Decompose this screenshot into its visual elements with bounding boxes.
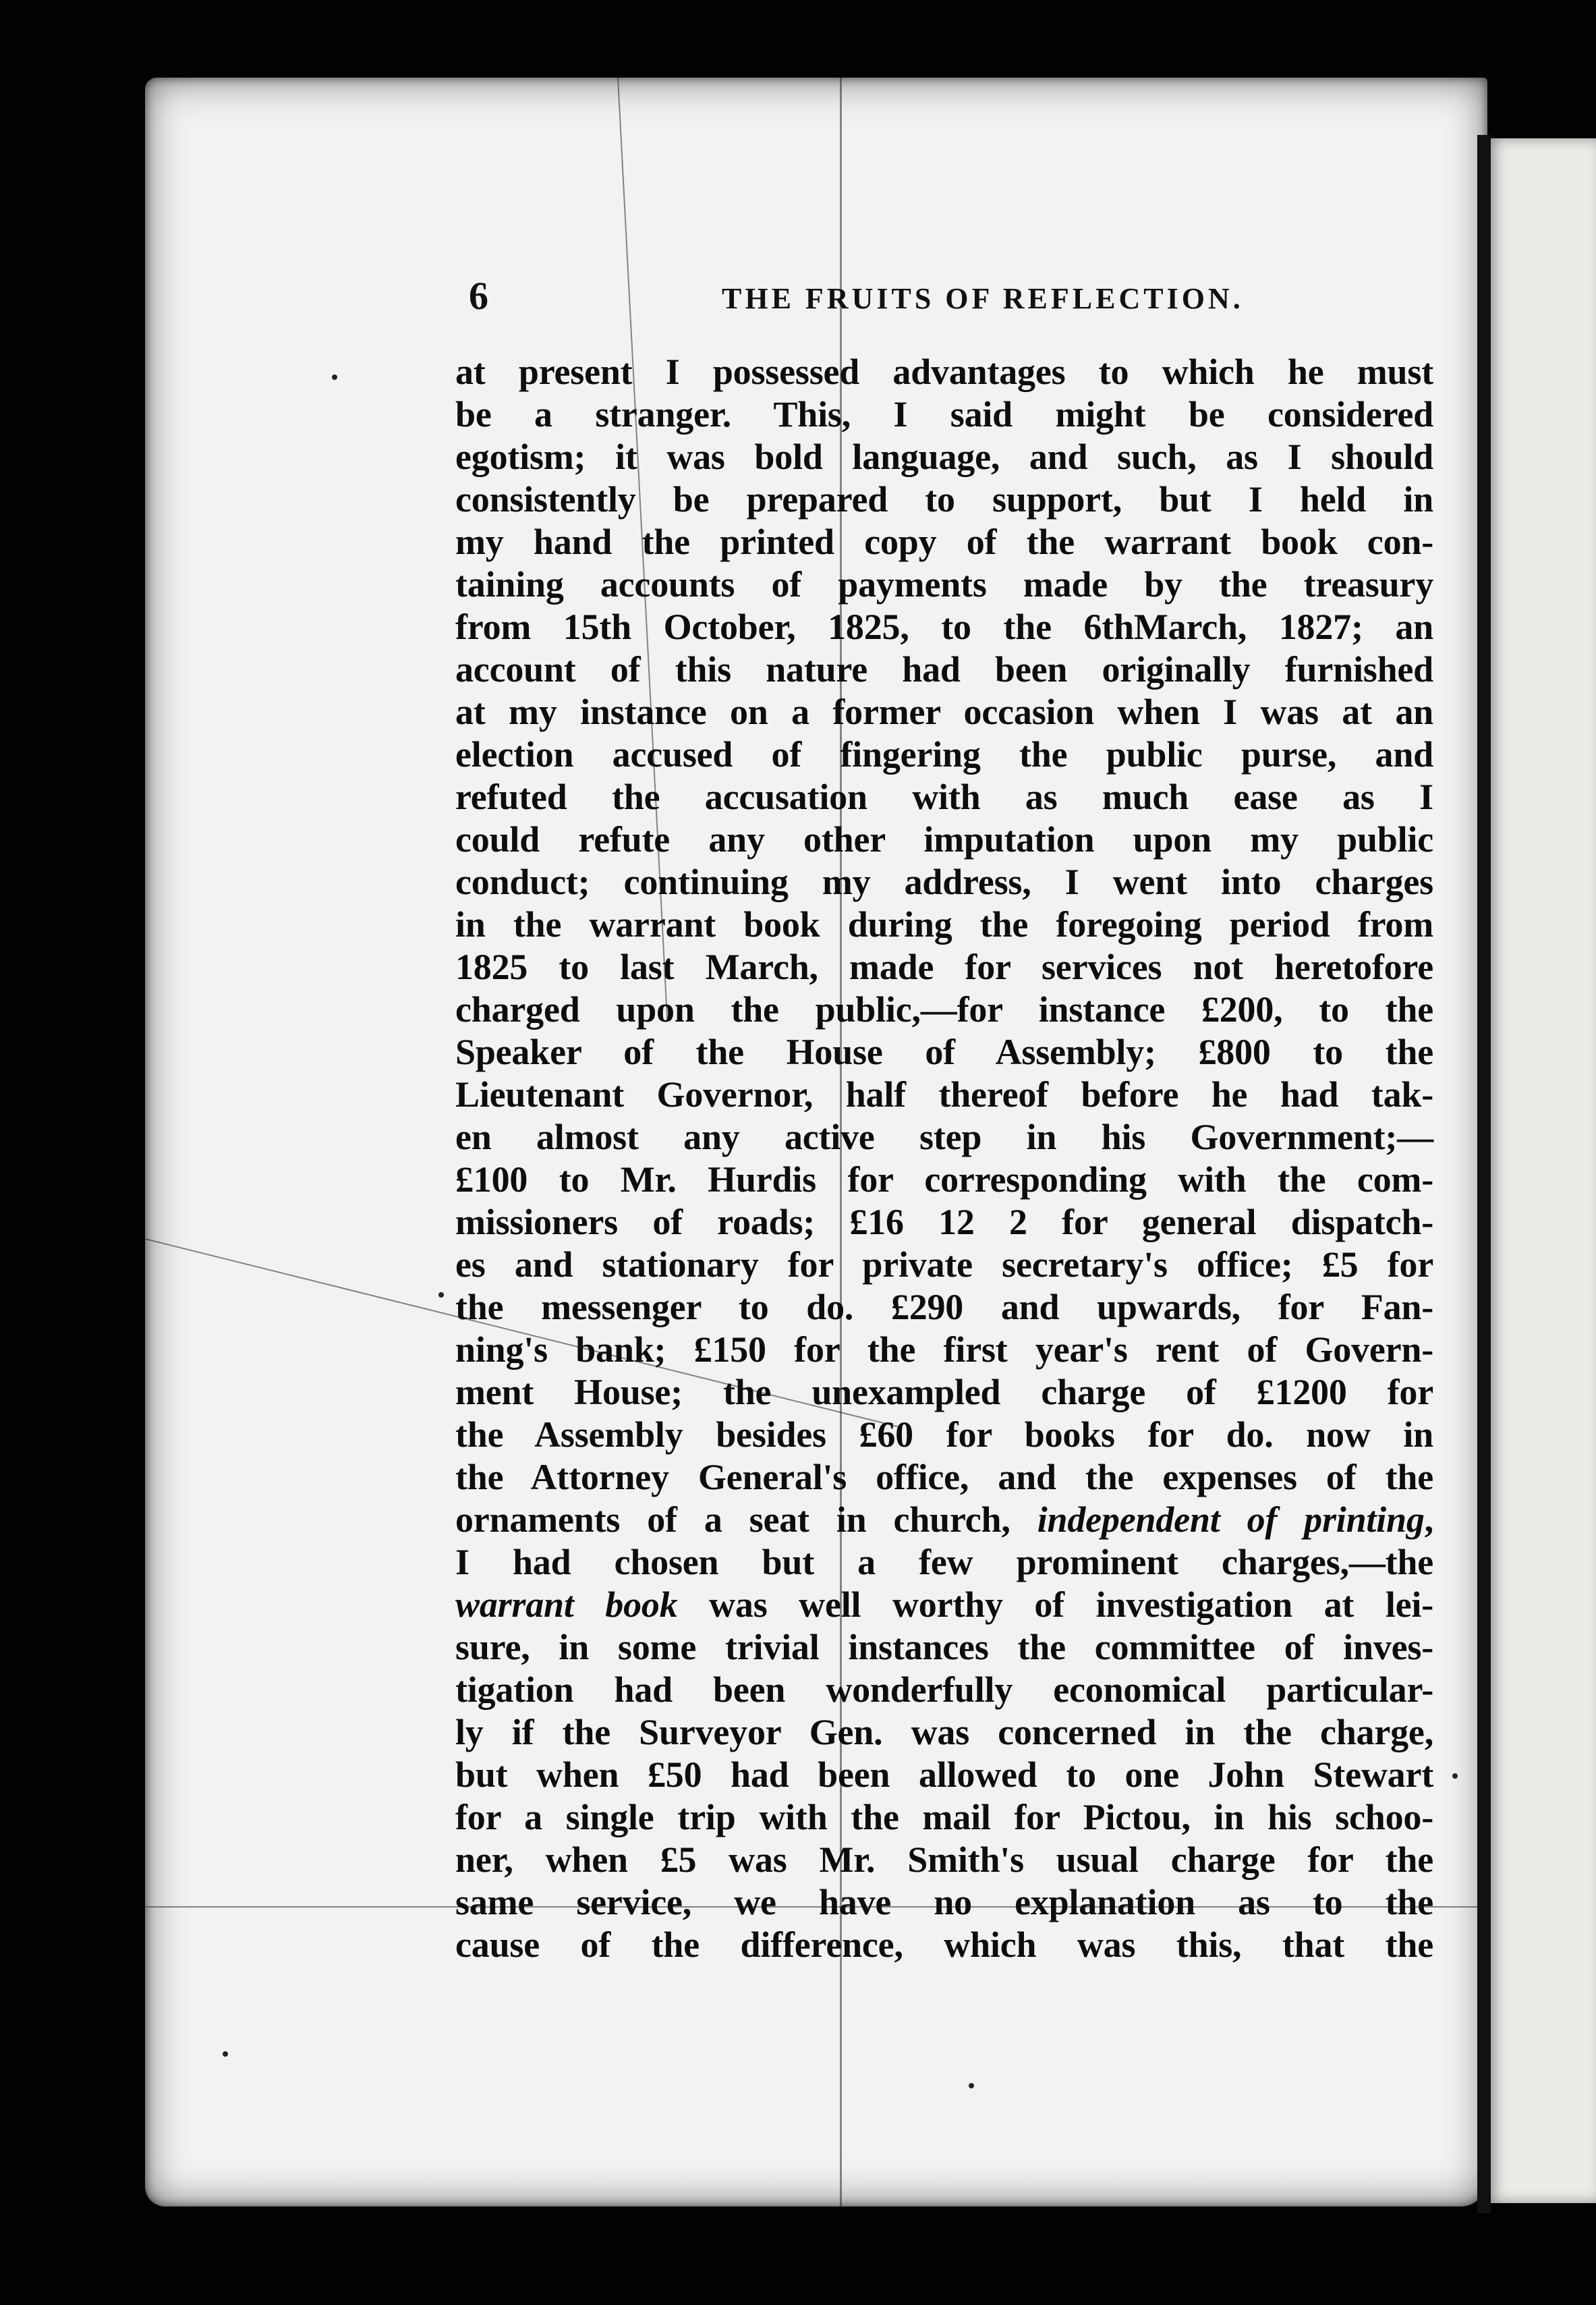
text-line: es and stationary for private secretary's office; £5 for bbox=[455, 1244, 1433, 1285]
text-line: warrant book was well worthy of investigation at lei- bbox=[455, 1584, 1433, 1625]
text-line: the Attorney General's office, and the expenses of the bbox=[455, 1457, 1433, 1497]
text-line: refuted the accusation with as much ease as I bbox=[455, 777, 1433, 817]
text-line: cause of the difference, which was this, that the bbox=[455, 1924, 1433, 1965]
text-line: sure, in some trivial instances the committee of inves- bbox=[455, 1627, 1433, 1667]
text-line: ning's bank; £150 for the first year's rent of Govern- bbox=[455, 1329, 1433, 1370]
text-line: taining accounts of payments made by the treasury bbox=[455, 564, 1433, 605]
text-line: election accused of fingering the public purse, and bbox=[455, 734, 1433, 775]
text-line: ner, when £5 was Mr. Smith's usual charge for the bbox=[455, 1839, 1433, 1880]
text-line: Lieutenant Governor, half thereof before he had tak- bbox=[455, 1074, 1433, 1115]
ink-speck bbox=[969, 2083, 974, 2088]
text-line: but when £50 had been allowed to one John Stewart bbox=[455, 1754, 1433, 1795]
text-line: the messenger to do. £290 and upwards, for Fan- bbox=[455, 1287, 1433, 1327]
ink-speck bbox=[438, 1292, 444, 1298]
body-text bbox=[455, 351, 1433, 1966]
facing-page-edge bbox=[1487, 138, 1596, 2203]
text-line: en almost any active step in his Government;— bbox=[455, 1117, 1433, 1157]
text-line: for a single trip with the mail for Pictou, in his schoo- bbox=[455, 1797, 1433, 1837]
ink-speck bbox=[332, 374, 337, 380]
ink-speck bbox=[1452, 1773, 1458, 1779]
text-line: ment House; the unexampled charge of £1200 for bbox=[455, 1372, 1433, 1412]
text-line: consistently be prepared to support, but I held in bbox=[455, 479, 1433, 520]
text-line: could refute any other imputation upon my public bbox=[455, 819, 1433, 860]
text-line: my hand the printed copy of the warrant book con- bbox=[455, 522, 1433, 562]
text-line: I had chosen but a few prominent charges,—the bbox=[455, 1542, 1433, 1582]
text-line: ly if the Surveyor Gen. was concerned in the charge, bbox=[455, 1712, 1433, 1752]
text-line: account of this nature had been originally furnished bbox=[455, 649, 1433, 690]
text-line: £100 to Mr. Hurdis for corresponding with the com- bbox=[455, 1159, 1433, 1200]
page-header bbox=[469, 274, 1484, 334]
italic-phrase: warrant book bbox=[455, 1584, 678, 1625]
text-line: at my instance on a former occasion when I was at an bbox=[455, 692, 1433, 732]
text-line: be a stranger. This, I said might be considered bbox=[455, 394, 1433, 435]
running-head: THE FRUITS OF REFLECTION. bbox=[722, 282, 1244, 315]
ink-speck bbox=[223, 2051, 228, 2057]
text-line: the Assembly besides £60 for books for do. now in bbox=[455, 1414, 1433, 1455]
text-line: in the warrant book during the foregoing period from bbox=[455, 904, 1433, 945]
text-line: egotism; it was bold language, and such, as I should bbox=[455, 437, 1433, 477]
book-gutter bbox=[1477, 135, 1491, 2213]
text-line: tigation had been wonderfully economical particular- bbox=[455, 1669, 1433, 1710]
text-line: ornaments of a seat in church, independent of printing, bbox=[455, 1499, 1433, 1540]
text-line: charged upon the public,—for instance £200, to the bbox=[455, 989, 1433, 1030]
text-line: conduct; continuing my address, I went into charges bbox=[455, 862, 1433, 902]
text-line: at present I possessed advantages to which he must bbox=[455, 352, 1433, 392]
italic-phrase: independent of printing bbox=[1037, 1499, 1425, 1540]
text-line: 1825 to last March, made for services not heretofore bbox=[455, 947, 1433, 987]
text-line: same service, we have no explanation as to the bbox=[455, 1882, 1433, 1922]
text-line: missioners of roads; £16 12 2 for general dispatch- bbox=[455, 1202, 1433, 1242]
page-number: 6 bbox=[469, 274, 488, 318]
text-line: Speaker of the House of Assembly; £800 to the bbox=[455, 1032, 1433, 1072]
text-line: from 15th October, 1825, to the 6thMarch, 1827; an bbox=[455, 607, 1433, 647]
